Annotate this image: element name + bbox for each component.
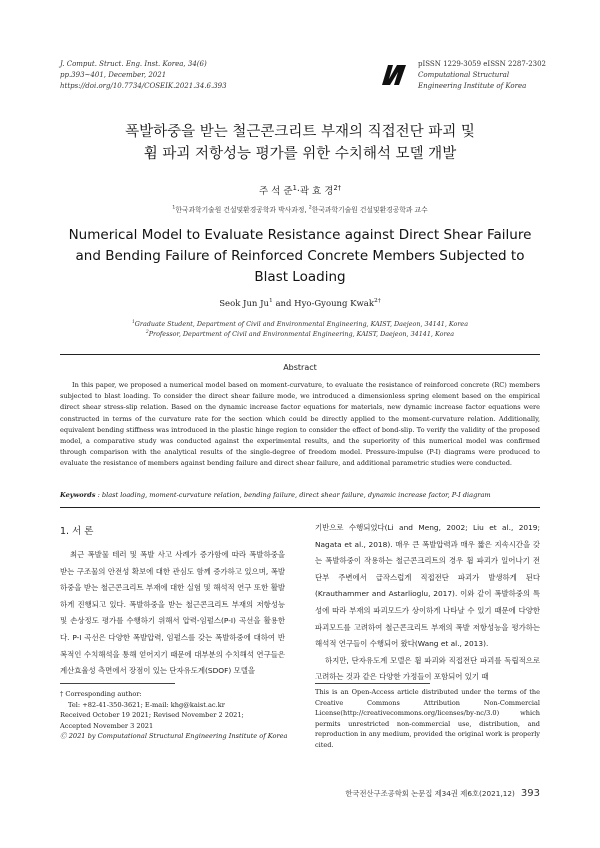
korean-author1: 주 석 준 <box>259 186 293 197</box>
org-line2: Engineering Institute of Korea <box>418 82 527 90</box>
keywords-bottom-rule <box>60 507 540 508</box>
english-title-line2: and Bending Failure of Reinforced Concrete Members Subjected to <box>75 248 525 264</box>
footnote-rule-right <box>315 683 430 684</box>
corresponding-author: † Corresponding author: <box>60 690 142 698</box>
doi-link[interactable]: https://doi.org/10.7734/COSEIK.2021.34.6.393 <box>60 82 227 90</box>
accepted-date: Accepted November 3 2021 <box>60 721 154 730</box>
keywords-label: Keywords <box>60 491 96 499</box>
keywords-text: blast loading, moment-curvature relation, bending failure, direct shear failure, dynamic increase factor, P-I diagram <box>101 491 491 499</box>
correspondence-footnote <box>60 689 288 742</box>
org-line1: Computational Structural <box>418 71 510 79</box>
english-affil2-mark: 2 <box>145 329 149 335</box>
abstract-text: In this paper, we proposed a numerical model based on moment-curvature, to evaluate the resistance of reinforced concrete (RC) members subjected to blast loading. To consider the direct shear failure mode, we introduced a dimensionless spring element based on the empirical direct shear stress-slip relation. Based on the dynamic increase factor equations for materials, new dynamic increase factor equations were constructed in terms of the curvature rate for the section which could be directly applied to the moment-curvature relation. Additionally, equivalent bending stiffness was introduced in the plastic hinge region to consider the effect of bond-slip. To verify the validity of the proposed model, a comparative study was conducted against the experimental results, and the superiority of this numerical model was confirmed through comparison with the analytical results of the single-degree of freedom model. Pressure-impulse (P-I) diagrams were produced to evaluate the resistance of members against bending failure and direct shear failure, and additional parametric studies were conducted. <box>60 381 540 468</box>
english-affiliations <box>0 319 600 339</box>
korean-title-line2: 휨 파괴 저항성능 평가를 위한 수치해석 모델 개발 <box>143 146 457 162</box>
contact-info: Tel: +82-41-350-3621; E-mail: khg@kaist.ac.kr <box>68 700 225 709</box>
english-authors <box>0 299 600 309</box>
abstract-heading: Abstract <box>283 363 317 372</box>
korean-author2: 곽 효 경 <box>299 186 334 197</box>
page-footer <box>310 788 540 799</box>
korean-authors <box>0 183 600 197</box>
english-author2-mark: 2† <box>374 297 381 305</box>
english-title-line1: Numerical Model to Evaluate Resistance against Direct Shear Failure <box>68 227 532 243</box>
received-dates: Received October 19 2021; Revised November 2 2021; <box>60 711 244 720</box>
english-affil2: Professor, Department of Civil and Environmental Engineering, KAIST, Daejeon, 34141, Korea <box>148 330 455 338</box>
issn: pISSN 1229-3059 eISSN 2287-2302 <box>418 60 547 68</box>
keywords <box>60 491 540 499</box>
footer-journal: 한국전산구조공학회 논문집 제34권 제6호(2021,12) <box>345 789 515 798</box>
coseik-logo-icon <box>380 61 408 89</box>
korean-affiliations <box>0 204 600 214</box>
korean-affil1: 한국과학기술원 건설및환경공학과 박사과정, <box>175 206 309 214</box>
english-affil1: Graduate Student, Department of Civil and Environmental Engineering, KAIST, Daejeon, 34141, Korea <box>134 320 469 328</box>
open-access-notice: This is an Open-Access article distributed under the terms of the Creative Commons Attribution Non-Commercial License(http://creativecommons.org/licenses/by-nc/3.0) which permits unrestricted non-commercial use, distribution, and reproduction in any medium, provided the original work is properly cited. <box>315 688 540 749</box>
journal-citation <box>60 59 227 92</box>
english-affil1-mark: 1 <box>131 319 135 325</box>
korean-author2-mark: 2† <box>333 183 341 192</box>
intro-right-paragraph2: 하지만, 단자유도계 모델은 휨 파괴와 직접전단 파괴를 독립적으로 고려하는 것과 같은 다양한 가정들이 포함되어 있기 때 <box>315 655 540 682</box>
english-author1-mark: 1 <box>268 297 273 305</box>
author-separator: · <box>296 186 300 197</box>
copyright: Ⓒ 2021 by Computational Structural Engineering Institute of Korea <box>60 732 288 741</box>
korean-affil2-mark: 2 <box>308 205 312 211</box>
keywords-sep: : <box>95 491 102 499</box>
intro-right-column <box>315 520 540 686</box>
issn-block <box>418 59 546 92</box>
english-title-line3: Blast Loading <box>254 269 346 285</box>
intro-left-column: 최근 폭발물 테러 및 폭발 사고 사례가 증가함에 따라 폭발하중을 받는 구조물의 안전성 확보에 대한 관심도 함께 증가하고 있으며, 폭발하중을 받는 철근콘크리트 부재에 대한 실험 및 해석적 연구 또한 활발하게 진행되고 있다. 폭발하중을 받는 철근콘크리트 부재의 저항성능 및 손상정도 평가를 수행하기 위해서 압력-임펄스(P-I) 곡선을 활용한다. P-I 곡선은 다양한 폭발압력, 임펄스를 갖는 폭발하중에 대하여 반복적인 수치해석을 통해 얻어지기 때문에 대부분의 수치해석 연구들은 계산효율성 측면에서 장점이 있는 단자유도계(SDOF) 모델을 <box>60 550 285 676</box>
abstract-top-rule <box>60 354 540 355</box>
korean-author1-mark: 1 <box>292 183 297 192</box>
journal-line1: J. Comput. Struct. Eng. Inst. Korea, 34(6) <box>60 60 207 68</box>
english-author1: Seok Jun Ju <box>219 299 269 309</box>
english-title <box>30 225 570 288</box>
korean-title-line1: 폭발하중을 받는 철근콘크리트 부재의 직접전단 파괴 및 <box>125 124 475 140</box>
journal-line2: pp.393~401, December, 2021 <box>60 71 167 79</box>
section-heading: 1. 서 론 <box>60 526 94 537</box>
footnote-rule-left <box>60 683 175 684</box>
korean-title <box>40 121 560 165</box>
page-number: 393 <box>520 788 540 799</box>
intro-right-paragraph1: 기반으로 수행되었다(Li and Meng, 2002; Liu et al., 2019; Nagata et al., 2018). 매우 큰 폭발압력과 매우 짧은 지속시간을 갖는 폭발하중이 작용하는 철근콘크리트의 경우 휨 파괴가 일어나기 전 단부 주변에서 급작스럽게 직접전단 파괴가 발생하게 된다(Krauthammer and Astarlioglu, 2017). 이와 같이 폭발하중의 특성에 따라 부재의 파괴모드가 상이하게 나타날 수 있기 때문에 다양한 파괴모드를 고려하여 철근콘크리트 부재의 폭발 저항성능을 평가하는 해석적 연구들이 수행되어 왔다(Wang et al., 2013). <box>315 523 540 649</box>
english-author2: and Hyo-Gyoung Kwak <box>272 299 375 309</box>
korean-affil2: 한국과학기술원 건설및환경공학과 교수 <box>311 206 428 214</box>
korean-affil1-mark: 1 <box>172 205 176 211</box>
